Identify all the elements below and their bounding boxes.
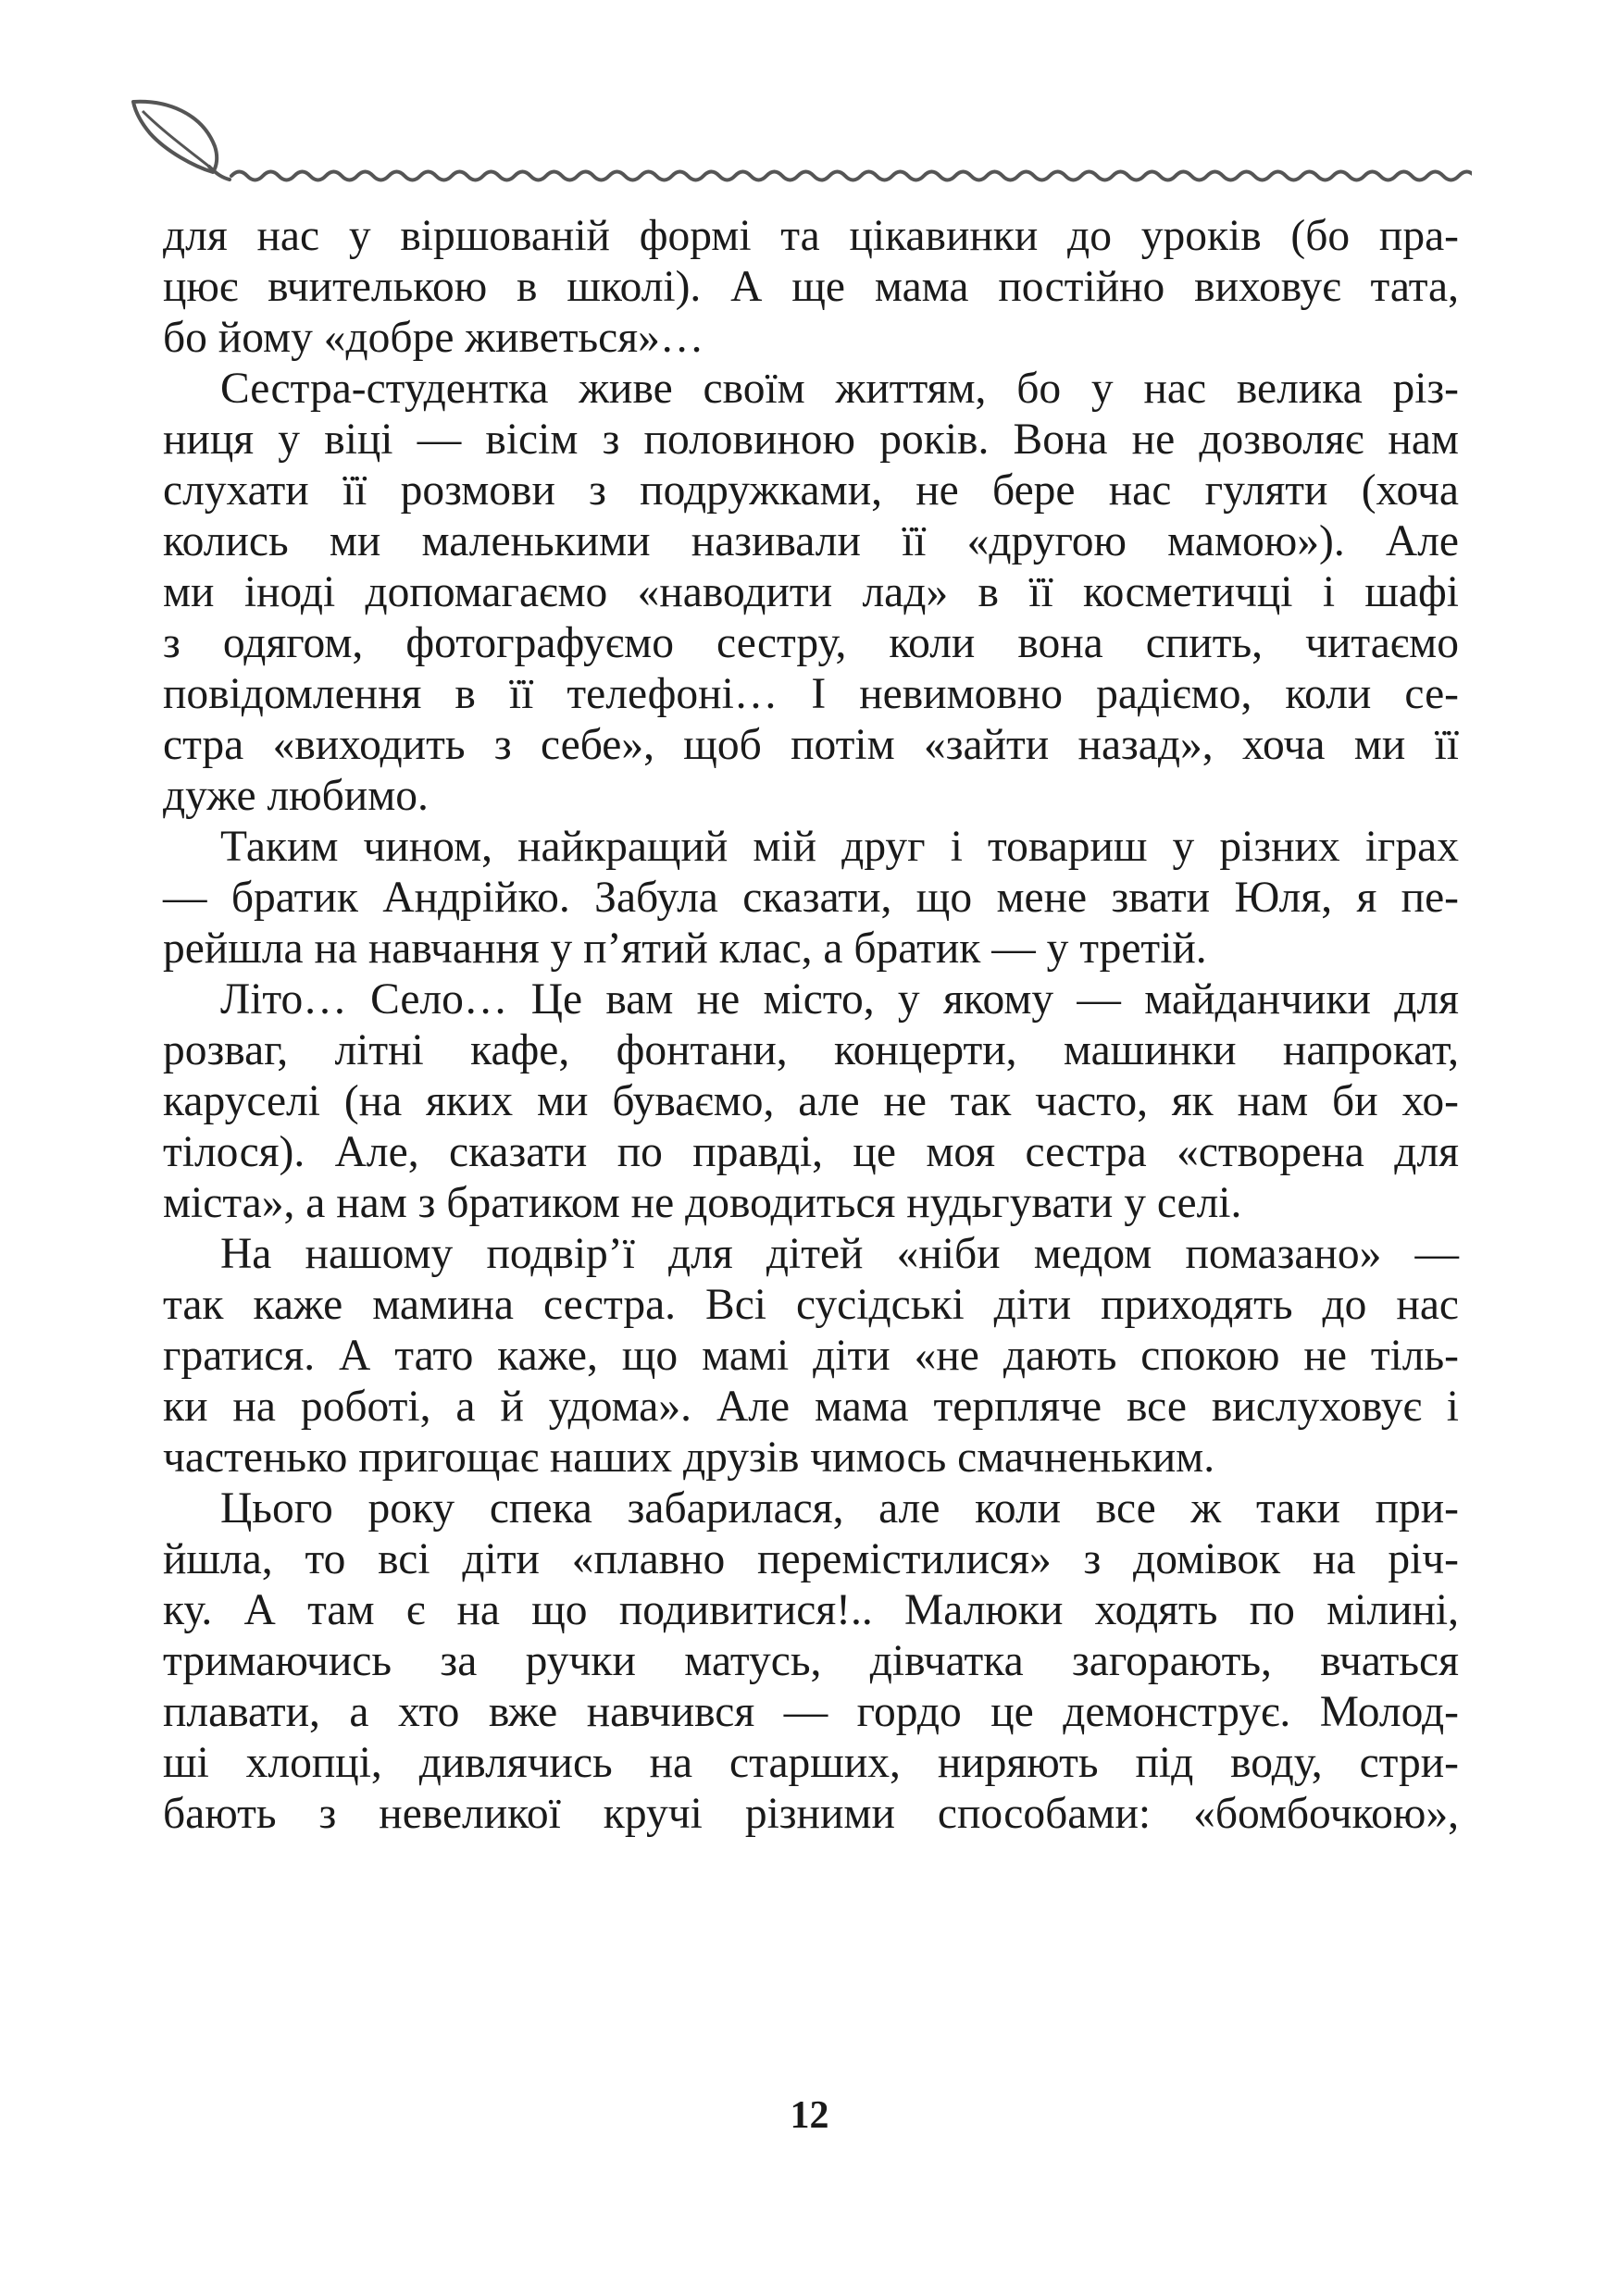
text-line: так каже мамина сестра. Всі сусідські діти приходять до нас [163, 1281, 1459, 1329]
text-line: каруселі (на яких ми буваємо, але не так часто, як нам би хо- [163, 1077, 1459, 1125]
text-line: розваг, літні кафе, фонтани, концерти, машинки напрокат, [163, 1026, 1459, 1074]
text-line: дуже любимо. [163, 772, 429, 820]
text-line: плавати, а хто вже навчився — гордо це демонструє. Молод- [163, 1688, 1459, 1736]
text-line: для нас у віршованій формі та цікавинки до уроків (бо пра- [163, 212, 1459, 260]
body-text [163, 211, 1459, 1840]
text-line: частенько пригощає наших друзів чимось смачненьким. [163, 1433, 1215, 1482]
text-line: Сестра-студентка живе своїм життям, бо у нас велика різ- [220, 365, 1459, 413]
text-line: ші хлопці, дивлячись на старших, ниряють під воду, стри- [163, 1739, 1459, 1787]
text-line: Літо… Село… Це вам не місто, у якому — майданчики для [220, 975, 1459, 1024]
text-line: цює вчителькою в школі). А ще мама постійно виховує тата, [163, 263, 1459, 311]
text-line: йшла, то всі діти «плавно перемістилися» з домівок на річ- [163, 1535, 1459, 1583]
page-number: 12 [790, 2094, 829, 2137]
text-line: ми іноді допомагаємо «наводити лад» в її косметичці і шафі [163, 568, 1459, 616]
text-line: Таким чином, найкращий мій друг і товариш у різних іграх [220, 823, 1459, 871]
text-line: бо йому «добре живеться»… [163, 314, 704, 362]
text-line: На нашому подвір’ї для дітей «ніби медом помазано» — [220, 1230, 1459, 1278]
text-line: стра «виходить з себе», щоб потім «зайти назад», хоча ми її [163, 721, 1459, 769]
quill-icon [133, 102, 230, 180]
wavy-divider [231, 172, 1472, 180]
text-line: рейшла на навчання у п’ятий клас, а братик — у третій. [163, 925, 1207, 973]
text-line: слухати її розмови з подружками, не бере нас гуляти (хоча [163, 466, 1459, 515]
text-line: гратися. А тато каже, що мамі діти «не дають спокою не тіль- [163, 1332, 1459, 1380]
text-line: — братик Андрійко. Забула сказати, що мене звати Юля, я пе- [163, 874, 1459, 922]
text-line: тримаючись за ручки матусь, дівчатка загорають, вчаться [163, 1637, 1459, 1685]
text-line: з одягом, фотографуємо сестру, коли вона спить, читаємо [163, 619, 1459, 667]
text-line: колись ми маленькими називали її «другою мамою»). Але [163, 517, 1459, 565]
header-ornament [130, 93, 1472, 204]
text-line: ки на роботі, а й удома». Але мама терпляче все вислуховує і [163, 1383, 1459, 1431]
text-line: ниця у віці — вісім з половиною років. Вона не дозволяє нам [163, 416, 1459, 464]
text-line: повідомлення в її телефоні… І невимовно радіємо, коли се- [163, 670, 1459, 718]
text-line: ку. А там є на що подивитися!.. Малюки ходять по мілині, [163, 1586, 1459, 1634]
text-line: бають з невеликої кручі різними способами: «бомбочкою», [163, 1790, 1459, 1838]
text-line: Цього року спека забарилася, але коли все ж таки при- [220, 1484, 1459, 1533]
text-line: тілося). Але, сказати по правді, це моя сестра «створена для [163, 1128, 1459, 1176]
text-line: міста», а нам з братиком не доводиться нудьгувати у селі. [163, 1179, 1242, 1227]
